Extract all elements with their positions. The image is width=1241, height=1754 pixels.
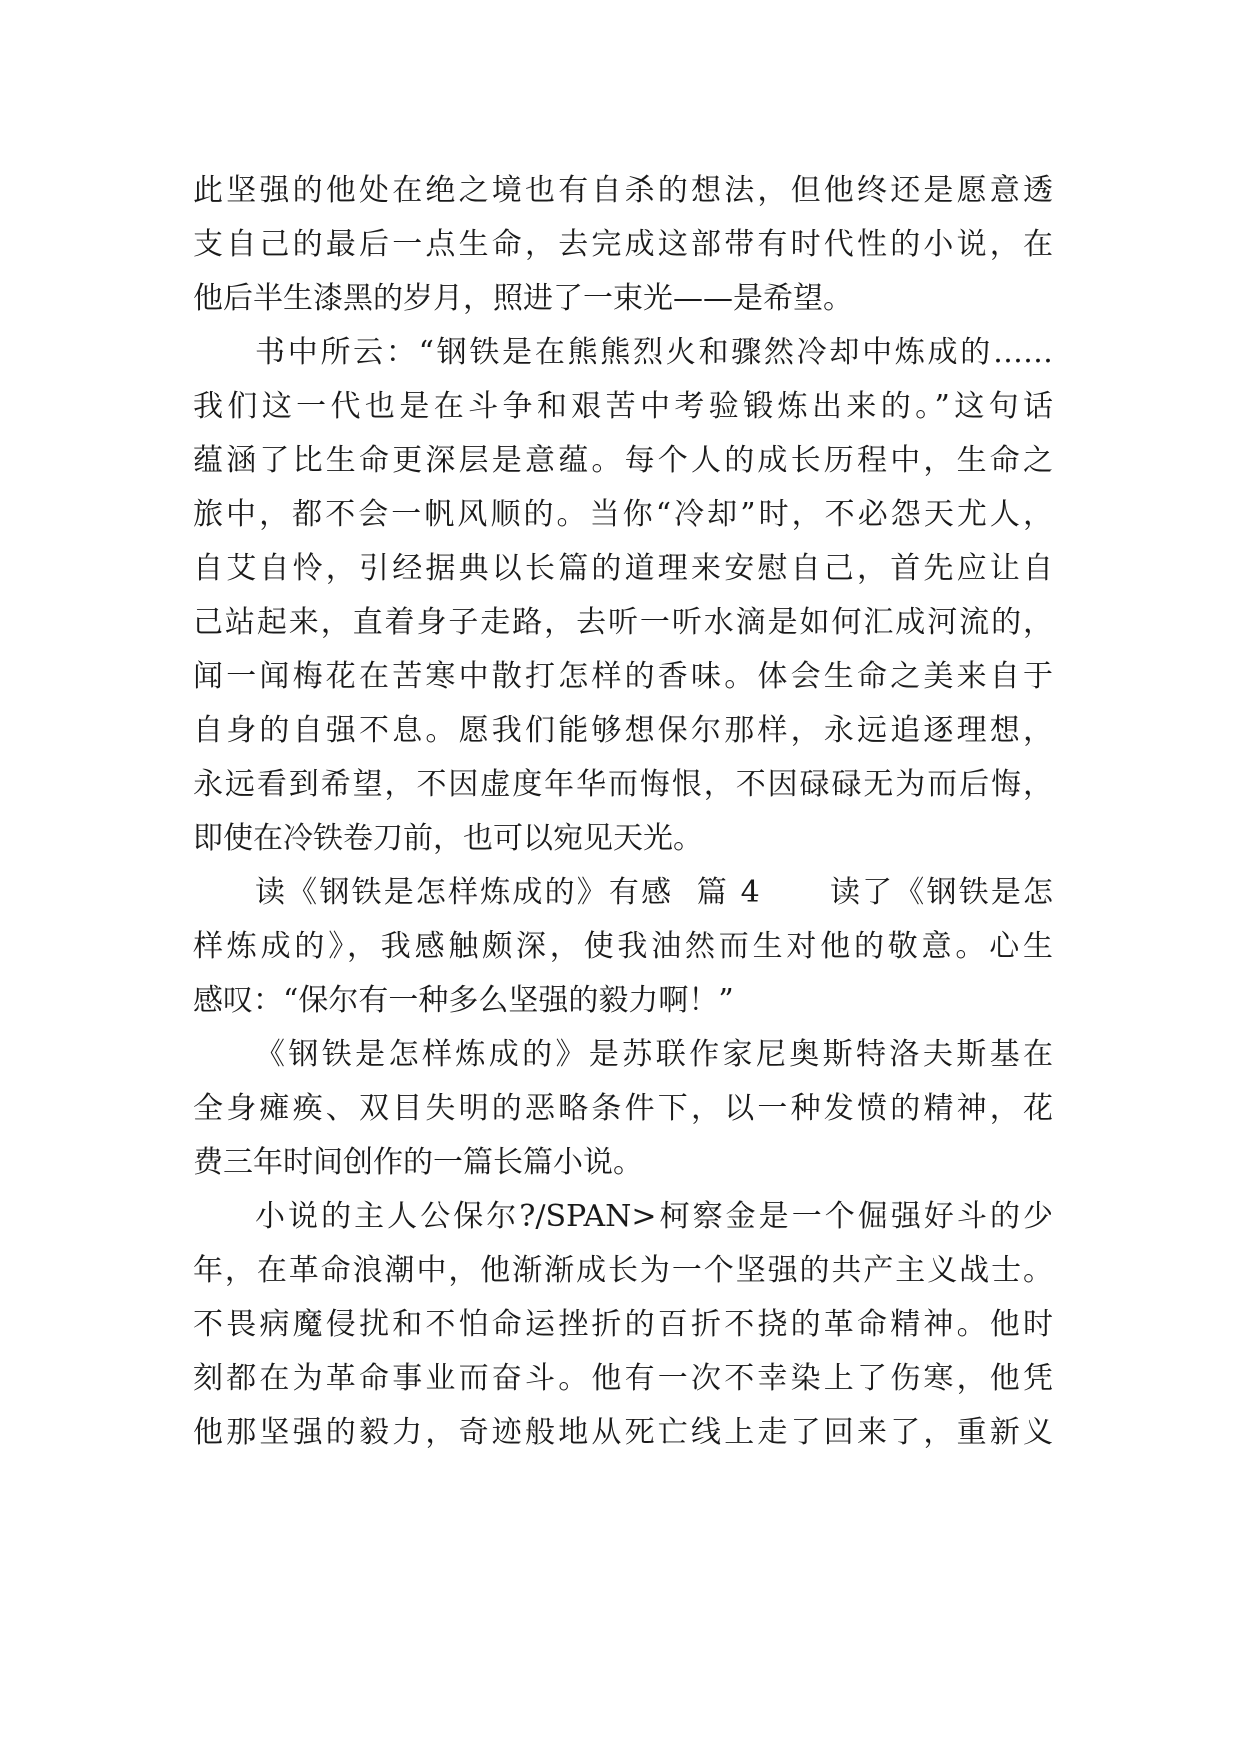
text-line: 己站起来，直着身子走路，去听一听水滴是如何汇成河流的，	[193, 605, 1053, 640]
text-line: 自艾自怜，引经据典以长篇的道理来安慰自己，首先应让自	[193, 551, 1053, 586]
text-line: 即使在冷铁卷刀前，也可以宛见天光。	[193, 821, 703, 856]
text-line: 不畏病魔侵扰和不怕命运挫折的百折不挠的革命精神。他时	[193, 1307, 1053, 1342]
text-line: 他后半生漆黑的岁月，照进了一束光——是希望。	[193, 281, 853, 316]
text-line: 我们这一代也是在斗争和艰苦中考验锻炼出来的。”这句话	[193, 389, 1053, 424]
text-line: 自身的自强不息。愿我们能够想保尔那样，永远追逐理想，	[193, 713, 1053, 748]
text-line: 蕴涵了比生命更深层是意蕴。每个人的成长历程中，生命之	[193, 443, 1053, 478]
text-line: 《钢铁是怎样炼成的》是苏联作家尼奥斯特洛夫斯基在	[255, 1037, 1053, 1072]
text-line: 小说的主人公保尔?/SPAN>柯察金是一个倔强好斗的少	[255, 1199, 1053, 1234]
text-line: 支自己的最后一点生命，去完成这部带有时代性的小说，在	[193, 227, 1053, 262]
essay-body	[193, 164, 1053, 1460]
text-line: 刻都在为革命事业而奋斗。他有一次不幸染上了伤寒，他凭	[193, 1361, 1053, 1396]
section-heading-line: 读《钢铁是怎样炼成的》有感 篇 4 读了《钢铁是怎	[255, 875, 1053, 910]
text-line: 年，在革命浪潮中，他渐渐成长为一个坚强的共产主义战士。	[193, 1253, 1053, 1288]
text-line: 他那坚强的毅力，奇迹般地从死亡线上走了回来了，重新义	[193, 1415, 1053, 1450]
text-line: 全身瘫痪、双目失明的恶略条件下，以一种发愤的精神，花	[193, 1091, 1053, 1126]
text-line: 此坚强的他处在绝之境也有自杀的想法，但他终还是愿意透	[193, 173, 1053, 208]
text-line: 费三年时间创作的一篇长篇小说。	[193, 1145, 643, 1180]
text-line: 旅中，都不会一帆风顺的。当你“冷却”时，不必怨天尤人，	[193, 497, 1053, 532]
text-line: 样炼成的》，我感触颇深，使我油然而生对他的敬意。心生	[193, 929, 1053, 964]
text-line: 闻一闻梅花在苦寒中散打怎样的香味。体会生命之美来自于	[193, 659, 1053, 694]
text-line: 书中所云：“钢铁是在熊熊烈火和骤然冷却中炼成的……	[255, 335, 1053, 370]
text-line: 永远看到希望，不因虚度年华而悔恨，不因碌碌无为而后悔，	[193, 767, 1053, 802]
text-line: 感叹：“保尔有一种多么坚强的毅力啊！”	[193, 983, 734, 1018]
